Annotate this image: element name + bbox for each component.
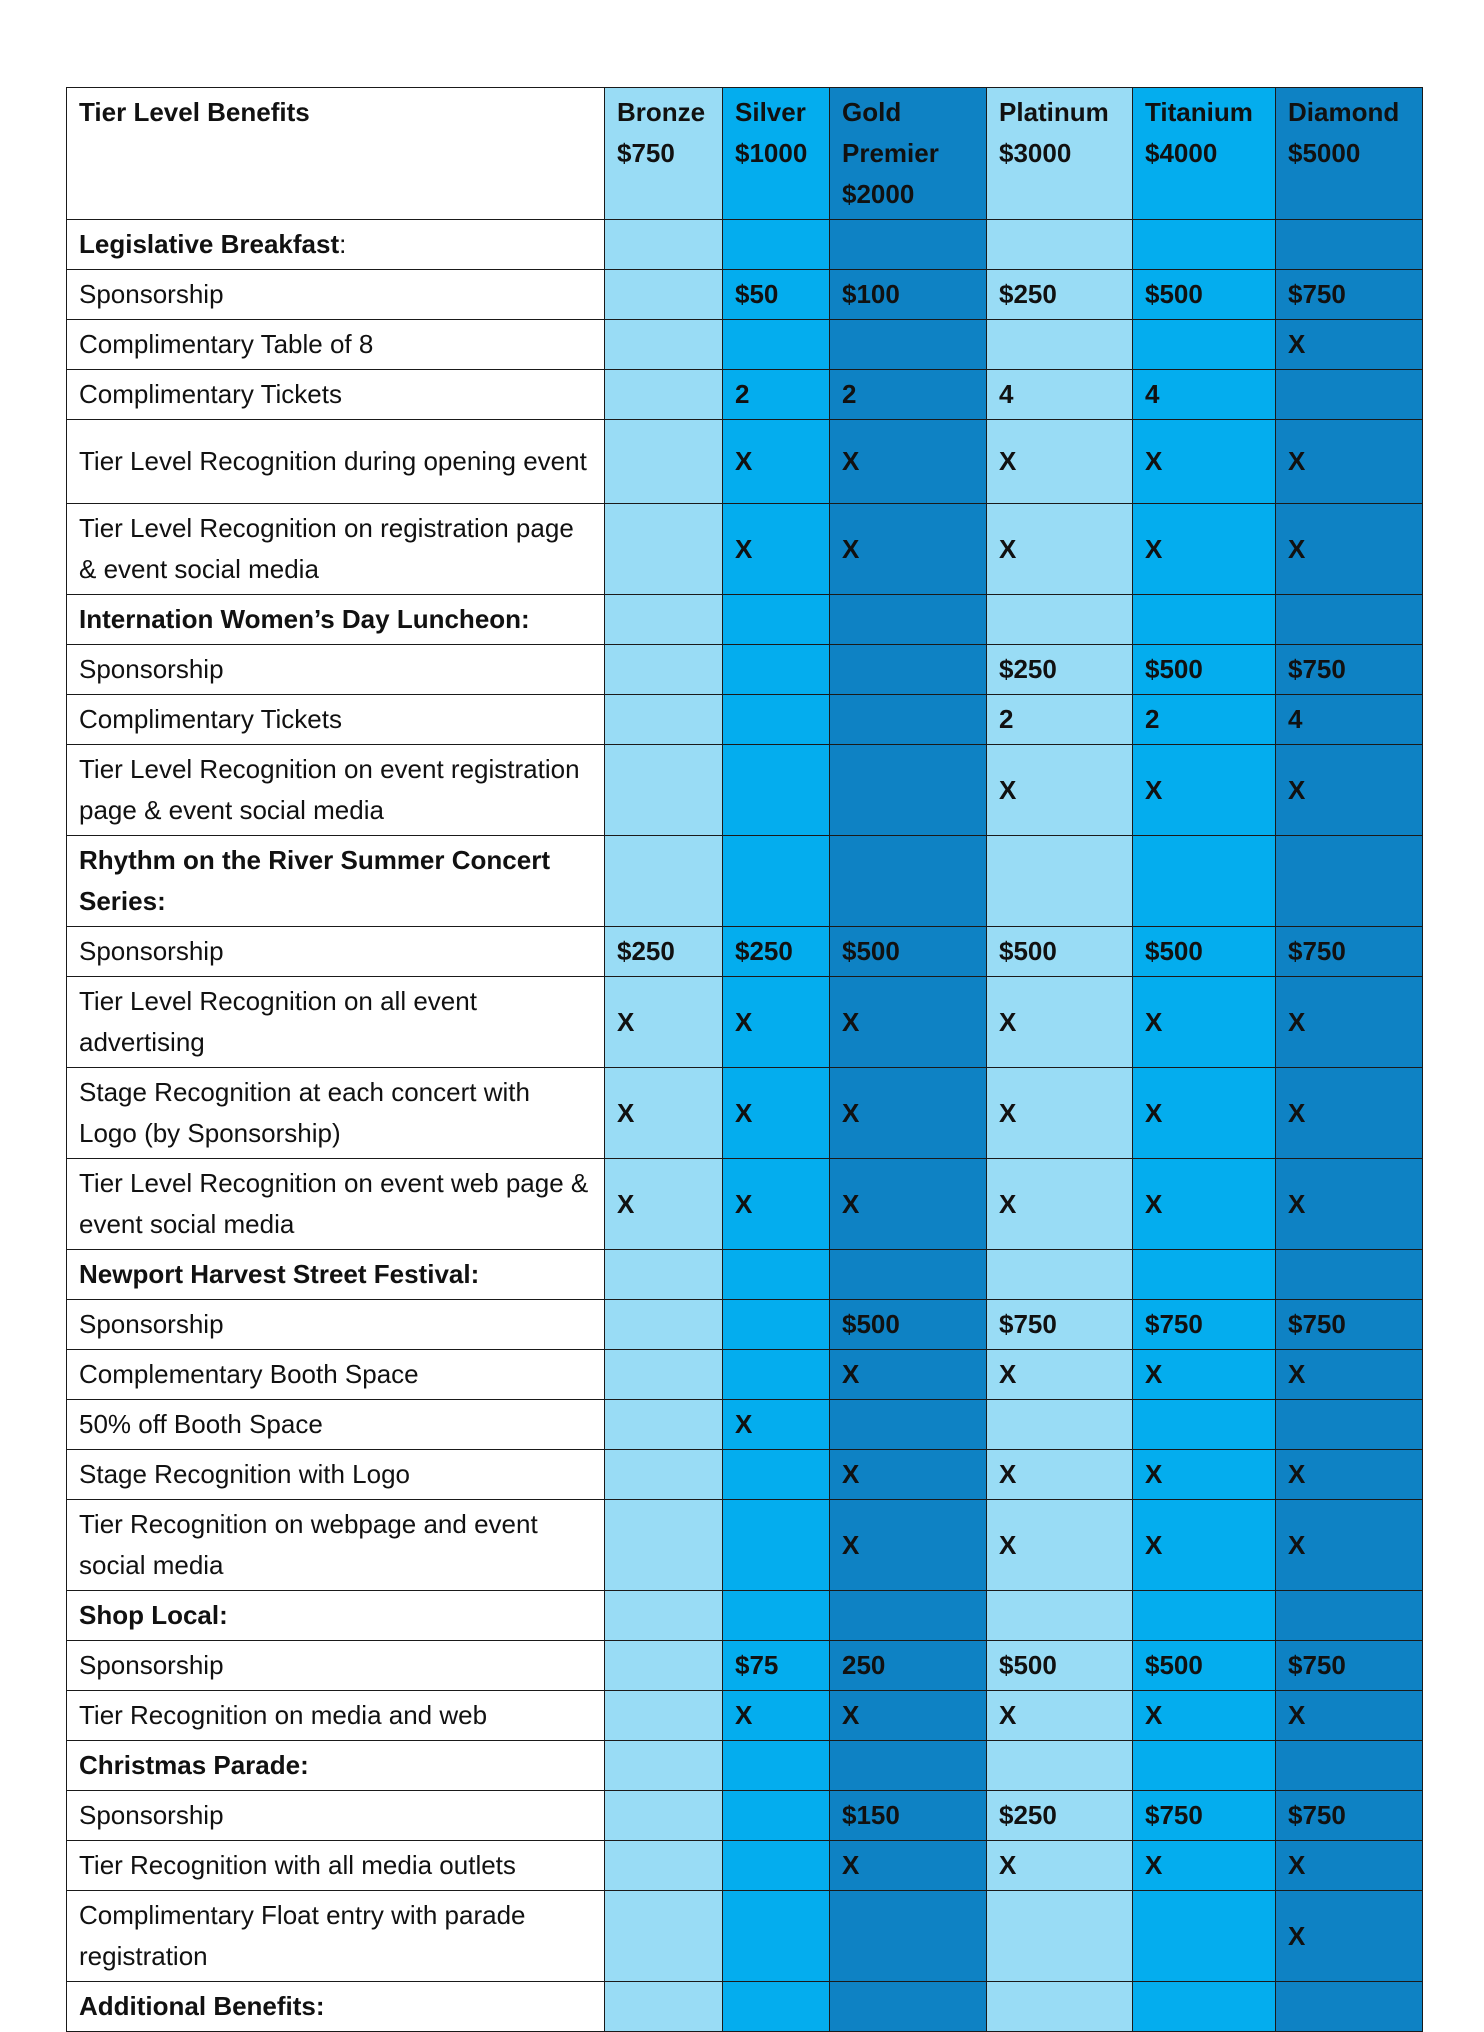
- label-text: Christmas Parade:: [79, 1750, 309, 1780]
- tier-value-cell: $250: [723, 927, 830, 977]
- benefit-label: [67, 1891, 605, 1982]
- label-text: Sponsorship: [79, 654, 224, 684]
- tier-value-cell: $75: [723, 1641, 830, 1691]
- tier-value-cell: [1133, 836, 1276, 927]
- tier-value-cell: [723, 1350, 830, 1400]
- tier-value-cell: $500: [830, 927, 987, 977]
- tier-value-cell: [987, 836, 1133, 927]
- label-text: Newport Harvest Street Festival:: [79, 1259, 480, 1289]
- tier-price: $750: [617, 138, 675, 168]
- tier-value-cell: [1133, 1982, 1276, 2032]
- tier-value-cell: [830, 1741, 987, 1791]
- tier-value-cell: $250: [987, 645, 1133, 695]
- section-row: [67, 1591, 1423, 1641]
- tier-value-cell: X: [723, 1400, 830, 1450]
- tier-value-cell: [605, 1841, 723, 1891]
- tier-value-cell: X: [830, 504, 987, 595]
- tier-value-cell: [605, 1691, 723, 1741]
- tier-value-cell: [830, 745, 987, 836]
- section-row: [67, 836, 1423, 927]
- tier-value-cell: [723, 1500, 830, 1591]
- tier-price: $3000: [999, 138, 1072, 168]
- tier-value-cell: $500: [1133, 1641, 1276, 1691]
- table-row: [67, 1500, 1423, 1591]
- tier-value-cell: [605, 1250, 723, 1300]
- tier-value-cell: [987, 595, 1133, 645]
- label-text: Sponsorship: [79, 936, 224, 966]
- benefit-label: [67, 645, 605, 695]
- tier-value-cell: X: [1276, 504, 1423, 595]
- section-heading: [67, 1982, 605, 2032]
- tier-value-cell: [1133, 595, 1276, 645]
- tier-value-cell: [723, 745, 830, 836]
- label-text: Additional Benefits:: [79, 1991, 325, 2021]
- table-row: [67, 977, 1423, 1068]
- tier-value-cell: [605, 595, 723, 645]
- benefit-label: [67, 504, 605, 595]
- tier-value-cell: [1133, 1891, 1276, 1982]
- section-heading: [67, 1250, 605, 1300]
- benefit-label: [67, 927, 605, 977]
- tier-header-diamond: [1276, 88, 1423, 220]
- label-text: 50% off Booth Space: [79, 1409, 323, 1439]
- tier-value-cell: X: [830, 977, 987, 1068]
- label-text: Rhythm on the River Summer Concert Series:: [79, 845, 550, 916]
- tier-value-cell: [723, 695, 830, 745]
- table-row: [67, 1891, 1423, 1982]
- tier-value-cell: X: [1133, 504, 1276, 595]
- tier-value-cell: $50: [723, 270, 830, 320]
- tier-value-cell: X: [987, 420, 1133, 504]
- tier-value-cell: [605, 645, 723, 695]
- tier-value-cell: [987, 1250, 1133, 1300]
- label-text: Sponsorship: [79, 1309, 224, 1339]
- tier-value-cell: [723, 1891, 830, 1982]
- tier-value-cell: X: [605, 1159, 723, 1250]
- tier-value-cell: X: [987, 1450, 1133, 1500]
- tier-value-cell: X: [1133, 1159, 1276, 1250]
- tier-value-cell: X: [1276, 320, 1423, 370]
- tier-name: Bronze: [617, 97, 706, 127]
- label-text: Stage Recognition at each concert with Logo (by Sponsorship): [79, 1077, 530, 1148]
- tier-value-cell: X: [1133, 1350, 1276, 1400]
- tier-value-cell: [723, 1841, 830, 1891]
- tier-value-cell: X: [830, 1841, 987, 1891]
- label-text: Sponsorship: [79, 1800, 224, 1830]
- tier-name: Titanium: [1145, 97, 1253, 127]
- label-text: Complimentary Table of 8: [79, 329, 374, 359]
- tier-value-cell: [830, 1250, 987, 1300]
- tier-value-cell: X: [723, 1068, 830, 1159]
- tier-value-cell: [723, 1791, 830, 1841]
- label-text: Sponsorship: [79, 279, 224, 309]
- tier-value-cell: [987, 220, 1133, 270]
- tier-value-cell: [1133, 1400, 1276, 1450]
- tier-value-cell: [605, 695, 723, 745]
- tier-value-cell: X: [1133, 977, 1276, 1068]
- tier-value-cell: [1133, 320, 1276, 370]
- tier-value-cell: [605, 836, 723, 927]
- tier-value-cell: X: [987, 1068, 1133, 1159]
- tier-value-cell: 2: [1133, 695, 1276, 745]
- benefit-label: [67, 1300, 605, 1350]
- table-row: [67, 695, 1423, 745]
- tier-value-cell: [1276, 370, 1423, 420]
- tier-value-cell: X: [987, 1159, 1133, 1250]
- tier-value-cell: $750: [1276, 1641, 1423, 1691]
- tier-value-cell: X: [1276, 420, 1423, 504]
- tier-value-cell: X: [1276, 745, 1423, 836]
- tier-value-cell: X: [987, 504, 1133, 595]
- tier-value-cell: [830, 320, 987, 370]
- tier-value-cell: [605, 1591, 723, 1641]
- label-text: Tier Level Recognition on registration page & event social media: [79, 513, 574, 584]
- benefit-label: [67, 1500, 605, 1591]
- tier-value-cell: [605, 1891, 723, 1982]
- tier-value-cell: [1276, 1400, 1423, 1450]
- tier-value-cell: $750: [1276, 927, 1423, 977]
- benefit-label: [67, 745, 605, 836]
- label-text: Tier Level Recognition on event web page & event social media: [79, 1168, 589, 1239]
- table-row: [67, 320, 1423, 370]
- tier-name: Gold Premier: [842, 97, 939, 168]
- tier-benefits-table: [66, 87, 1423, 2032]
- label-text: Sponsorship: [79, 1650, 224, 1680]
- tier-value-cell: X: [1276, 977, 1423, 1068]
- table-row: [67, 1450, 1423, 1500]
- tier-value-cell: $500: [987, 927, 1133, 977]
- tier-value-cell: X: [987, 1350, 1133, 1400]
- tier-value-cell: [1276, 1591, 1423, 1641]
- tier-header-bronze: [605, 88, 723, 220]
- tier-value-cell: [605, 320, 723, 370]
- tier-value-cell: [987, 320, 1133, 370]
- tier-value-cell: [1133, 1741, 1276, 1791]
- label-text: Complimentary Tickets: [79, 704, 342, 734]
- section-row: [67, 220, 1423, 270]
- tier-value-cell: $250: [987, 270, 1133, 320]
- tier-value-cell: [605, 1791, 723, 1841]
- tier-value-cell: [605, 745, 723, 836]
- table-row: [67, 1691, 1423, 1741]
- tier-value-cell: [1276, 220, 1423, 270]
- tier-value-cell: [723, 1300, 830, 1350]
- tier-value-cell: X: [605, 977, 723, 1068]
- tier-value-cell: [987, 1741, 1133, 1791]
- label-text: Tier Recognition on webpage and event social media: [79, 1509, 538, 1580]
- tier-value-cell: $100: [830, 270, 987, 320]
- tier-value-cell: [605, 220, 723, 270]
- tier-value-cell: [1276, 836, 1423, 927]
- tier-header-gold-premier: [830, 88, 987, 220]
- tier-value-cell: [830, 1891, 987, 1982]
- label-suffix: :: [339, 229, 347, 259]
- tier-value-cell: X: [1276, 1068, 1423, 1159]
- tier-value-cell: X: [1276, 1691, 1423, 1741]
- section-heading: [67, 1741, 605, 1791]
- tier-value-cell: [605, 420, 723, 504]
- tier-value-cell: X: [1133, 1841, 1276, 1891]
- tier-value-cell: X: [723, 1691, 830, 1741]
- tier-value-cell: [1133, 220, 1276, 270]
- tier-value-cell: $750: [1276, 1791, 1423, 1841]
- tier-value-cell: X: [1276, 1500, 1423, 1591]
- tier-value-cell: $750: [987, 1300, 1133, 1350]
- label-text: Tier Recognition on media and web: [79, 1700, 488, 1730]
- tier-value-cell: [605, 1500, 723, 1591]
- tier-value-cell: X: [1133, 745, 1276, 836]
- tier-value-cell: [1133, 1250, 1276, 1300]
- table-row: [67, 1350, 1423, 1400]
- tier-value-cell: X: [1133, 1691, 1276, 1741]
- tier-value-cell: X: [987, 977, 1133, 1068]
- tier-value-cell: X: [1133, 1068, 1276, 1159]
- section-row: [67, 1982, 1423, 2032]
- tier-value-cell: [723, 595, 830, 645]
- tier-value-cell: $500: [1133, 927, 1276, 977]
- tier-value-cell: [605, 1450, 723, 1500]
- table-row: [67, 1300, 1423, 1350]
- benefit-label: [67, 1641, 605, 1691]
- label-text: Legislative Breakfast: [79, 229, 340, 259]
- tier-value-cell: [605, 1300, 723, 1350]
- table-row: [67, 1159, 1423, 1250]
- tier-value-cell: $500: [1133, 270, 1276, 320]
- tier-value-cell: [723, 836, 830, 927]
- benefit-label: [67, 1691, 605, 1741]
- tier-value-cell: [1133, 1591, 1276, 1641]
- tier-value-cell: $500: [830, 1300, 987, 1350]
- tier-value-cell: [723, 1591, 830, 1641]
- benefit-label: [67, 1350, 605, 1400]
- table-row: [67, 1068, 1423, 1159]
- tier-value-cell: [605, 1982, 723, 2032]
- section-heading: [67, 836, 605, 927]
- tier-value-cell: $250: [987, 1791, 1133, 1841]
- tier-value-cell: [1276, 1741, 1423, 1791]
- section-heading: [67, 595, 605, 645]
- benefit-label: [67, 270, 605, 320]
- tier-value-cell: X: [605, 1068, 723, 1159]
- tier-value-cell: $750: [1276, 270, 1423, 320]
- tier-value-cell: [987, 1591, 1133, 1641]
- tier-value-cell: [830, 645, 987, 695]
- tier-value-cell: $500: [987, 1641, 1133, 1691]
- tier-value-cell: [830, 1400, 987, 1450]
- label-text: Tier Level Recognition on event registration page & event social media: [79, 754, 580, 825]
- tier-value-cell: 2: [723, 370, 830, 420]
- table-row: [67, 1791, 1423, 1841]
- tier-value-cell: X: [1133, 420, 1276, 504]
- tier-value-cell: [723, 220, 830, 270]
- tier-name: Platinum: [999, 97, 1109, 127]
- table-row: [67, 1841, 1423, 1891]
- tier-value-cell: [830, 1591, 987, 1641]
- tier-name: Silver: [735, 97, 806, 127]
- tier-value-cell: 4: [1133, 370, 1276, 420]
- tier-value-cell: [830, 695, 987, 745]
- tier-value-cell: [723, 1982, 830, 2032]
- tier-price: $1000: [735, 138, 808, 168]
- tier-price: $5000: [1288, 138, 1361, 168]
- header-row: [67, 88, 1423, 220]
- tier-value-cell: X: [987, 1500, 1133, 1591]
- tier-value-cell: [830, 836, 987, 927]
- tier-value-cell: [723, 1450, 830, 1500]
- tier-value-cell: X: [830, 1691, 987, 1741]
- table-row: [67, 745, 1423, 836]
- tier-value-cell: [723, 320, 830, 370]
- tier-value-cell: X: [830, 1500, 987, 1591]
- tier-value-cell: X: [1133, 1450, 1276, 1500]
- tier-value-cell: [723, 1741, 830, 1791]
- tier-value-cell: $750: [1276, 645, 1423, 695]
- tier-value-cell: [830, 595, 987, 645]
- tier-value-cell: [605, 1400, 723, 1450]
- tier-value-cell: [605, 1350, 723, 1400]
- tier-value-cell: X: [987, 1841, 1133, 1891]
- tier-value-cell: X: [830, 1450, 987, 1500]
- tier-value-cell: X: [1276, 1450, 1423, 1500]
- tier-value-cell: [723, 645, 830, 695]
- tier-value-cell: $750: [1133, 1791, 1276, 1841]
- tier-price: $4000: [1145, 138, 1218, 168]
- label-text: Tier Level Recognition during opening event: [79, 446, 587, 476]
- table-title: Tier Level Benefits: [67, 88, 605, 220]
- label-text: Tier Level Recognition on all event advertising: [79, 986, 477, 1057]
- tier-value-cell: 2: [987, 695, 1133, 745]
- tier-header-titanium: [1133, 88, 1276, 220]
- tier-value-cell: $500: [1133, 645, 1276, 695]
- table-row: [67, 927, 1423, 977]
- benefit-label: [67, 320, 605, 370]
- section-row: [67, 595, 1423, 645]
- table-row: [67, 1641, 1423, 1691]
- tier-value-cell: [723, 1250, 830, 1300]
- table-row: [67, 370, 1423, 420]
- tier-value-cell: X: [1276, 1350, 1423, 1400]
- label-text: Complimentary Tickets: [79, 379, 342, 409]
- table-row: [67, 420, 1423, 504]
- tier-value-cell: 2: [830, 370, 987, 420]
- tier-value-cell: X: [987, 745, 1133, 836]
- tier-value-cell: X: [723, 977, 830, 1068]
- benefit-label: [67, 420, 605, 504]
- label-text: Tier Recognition with all media outlets: [79, 1850, 516, 1880]
- tier-value-cell: [1276, 1982, 1423, 2032]
- benefit-label: [67, 1159, 605, 1250]
- tier-value-cell: X: [1276, 1841, 1423, 1891]
- tier-value-cell: $250: [605, 927, 723, 977]
- tier-value-cell: 4: [987, 370, 1133, 420]
- label-text: Complementary Booth Space: [79, 1359, 419, 1389]
- tier-value-cell: [987, 1982, 1133, 2032]
- tier-value-cell: [987, 1891, 1133, 1982]
- tier-value-cell: X: [723, 1159, 830, 1250]
- table-row: [67, 504, 1423, 595]
- tier-value-cell: [605, 504, 723, 595]
- tier-value-cell: X: [723, 504, 830, 595]
- section-row: [67, 1741, 1423, 1791]
- section-row: [67, 1250, 1423, 1300]
- tier-value-cell: [1276, 1250, 1423, 1300]
- tier-value-cell: [605, 1641, 723, 1691]
- tier-value-cell: 250: [830, 1641, 987, 1691]
- tier-value-cell: X: [1133, 1500, 1276, 1591]
- benefit-label: [67, 1841, 605, 1891]
- tier-value-cell: X: [1276, 1159, 1423, 1250]
- section-heading: [67, 1591, 605, 1641]
- benefit-label: [67, 1400, 605, 1450]
- table-row: [67, 270, 1423, 320]
- benefit-label: [67, 370, 605, 420]
- tier-value-cell: X: [830, 1159, 987, 1250]
- tier-value-cell: [987, 1400, 1133, 1450]
- tier-name: Diamond: [1288, 97, 1400, 127]
- benefit-label: [67, 1450, 605, 1500]
- label-text: Complimentary Float entry with parade registration: [79, 1900, 526, 1971]
- benefit-label: [67, 1068, 605, 1159]
- tier-value-cell: [605, 370, 723, 420]
- tier-value-cell: X: [830, 1068, 987, 1159]
- tier-value-cell: $150: [830, 1791, 987, 1841]
- table-row: [67, 645, 1423, 695]
- tier-value-cell: [830, 1982, 987, 2032]
- tier-value-cell: X: [830, 1350, 987, 1400]
- tier-value-cell: X: [987, 1691, 1133, 1741]
- tier-value-cell: [605, 1741, 723, 1791]
- label-text: Shop Local:: [79, 1600, 228, 1630]
- benefit-label: [67, 977, 605, 1068]
- table-row: [67, 1400, 1423, 1450]
- benefit-label: [67, 1791, 605, 1841]
- label-text: Stage Recognition with Logo: [79, 1459, 411, 1489]
- tier-value-cell: 4: [1276, 695, 1423, 745]
- tier-header-silver: [723, 88, 830, 220]
- tier-value-cell: $750: [1133, 1300, 1276, 1350]
- tier-header-platinum: [987, 88, 1133, 220]
- tier-value-cell: X: [723, 420, 830, 504]
- tier-value-cell: $750: [1276, 1300, 1423, 1350]
- label-text: Internation Women’s Day Luncheon:: [79, 604, 530, 634]
- tier-value-cell: [605, 270, 723, 320]
- section-heading: [67, 220, 605, 270]
- benefit-label: [67, 695, 605, 745]
- tier-value-cell: X: [830, 420, 987, 504]
- tier-value-cell: [1276, 595, 1423, 645]
- tier-value-cell: X: [1276, 1891, 1423, 1982]
- tier-price: $2000: [842, 179, 915, 209]
- tier-value-cell: [830, 220, 987, 270]
